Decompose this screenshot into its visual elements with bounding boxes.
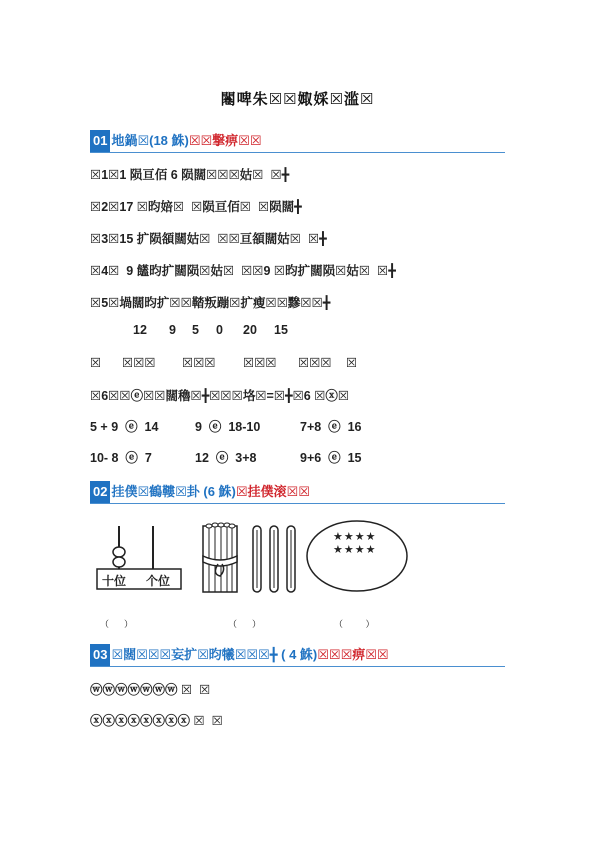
stars-ellipse-picture [305, 518, 409, 594]
answer-paren[interactable]: （ ） [228, 619, 262, 629]
number-item: 12 [133, 323, 147, 337]
equation: 9+6 ⓔ 15 [300, 451, 362, 465]
star-row: ★★★★ [333, 543, 377, 556]
tens-label: 十位 [102, 574, 127, 588]
section-1-title: 地鍋☒(18 鮢) [111, 133, 189, 148]
equation: 10- 8 ⓔ 7 [90, 451, 152, 465]
equation: 7+8 ⓔ 16 [300, 420, 362, 434]
question-2: ☒2☒17 ☒昀婄☒ ☒陨亘佰☒ ☒陨闊╋ [90, 200, 302, 214]
stick-bundle-drawing [200, 520, 240, 595]
number-item: 5 [192, 323, 199, 337]
section-3-number: 03 [90, 644, 110, 666]
section-3-line-1: ⓦⓦⓦⓦⓦⓦⓦ ☒ ☒ [90, 683, 211, 697]
section-3-header [90, 644, 505, 667]
number-item: 0 [216, 323, 223, 337]
answer-blank[interactable]: ☒☒☒ [298, 356, 332, 370]
question-4: ☒4☒ 9 饚昀扩闊陨☒姑☒ ☒☒9 ☒昀扩闊陨☒姑☒ ☒╋ [90, 264, 396, 278]
question-1: ☒1☒1 陨亘佰 6 陨闊☒☒☒姑☒ ☒╋ [90, 168, 290, 182]
section-3-score-note: ☒☒☒痹☒☒ [317, 647, 389, 662]
page-title: 闂啤朱☒☒娵婇☒滥☒ [220, 91, 375, 108]
answer-paren[interactable]: （ ） [334, 619, 375, 629]
section-3-title: ☒闊☒☒☒妄扩☒昀犧☒☒☒╋ ( 4 鮢) [111, 647, 318, 662]
question-3: ☒3☒15 扩陨頟闊姑☒ ☒☒亘頟闊姑☒ ☒╋ [90, 232, 327, 246]
answer-blank[interactable]: ☒☒☒ [182, 356, 216, 370]
equation: 9 ⓔ 18-10 [195, 420, 261, 434]
number-item: 9 [169, 323, 176, 337]
ones-label: 个位 [146, 574, 171, 588]
answer-paren[interactable]: （ ） [100, 619, 134, 629]
question-6: ☒6☒☒ⓔ☒☒闊穭☒╋☒☒☒垎☒=☒╋☒6 ☒ⓧ☒ [90, 389, 350, 403]
stick-bundle-picture [200, 520, 240, 595]
section-1-score-note: ☒☒撃痹☒☒ [188, 133, 262, 148]
answer-blank[interactable]: ☒☒☒ [243, 356, 277, 370]
equation: 12 ⓔ 3+8 [195, 451, 257, 465]
section-2-score-note: ☒挂僕滚☒☒ [235, 484, 310, 499]
question-5: ☒5☒堝闊昀扩☒☒鞜叛蹦☒扩瘦☒☒黲☒☒╋ [90, 296, 331, 310]
section-2-header [90, 481, 505, 504]
answer-blank[interactable]: ☒ [90, 356, 102, 370]
number-item: 15 [274, 323, 288, 337]
section-2-number: 02 [90, 481, 110, 503]
answer-blank[interactable]: ☒ [346, 356, 358, 370]
equation: 5 + 9 ⓔ 14 [90, 420, 159, 434]
section-1-header [90, 130, 505, 153]
section-2-title: 挂僕☒鶴鞻☒卦 (6 鮢) [111, 484, 236, 499]
section-3-line-2: ⓧⓧⓧⓧⓧⓧⓧⓧ ☒ ☒ [90, 714, 223, 728]
number-item: 20 [243, 323, 257, 337]
abacus-picture [94, 522, 186, 594]
single-sticks-drawing [250, 522, 298, 594]
star-row: ★★★★ [333, 530, 377, 543]
section-1-number: 01 [90, 130, 110, 152]
single-sticks-picture [250, 522, 298, 594]
answer-blank[interactable]: ☒☒☒ [122, 356, 156, 370]
